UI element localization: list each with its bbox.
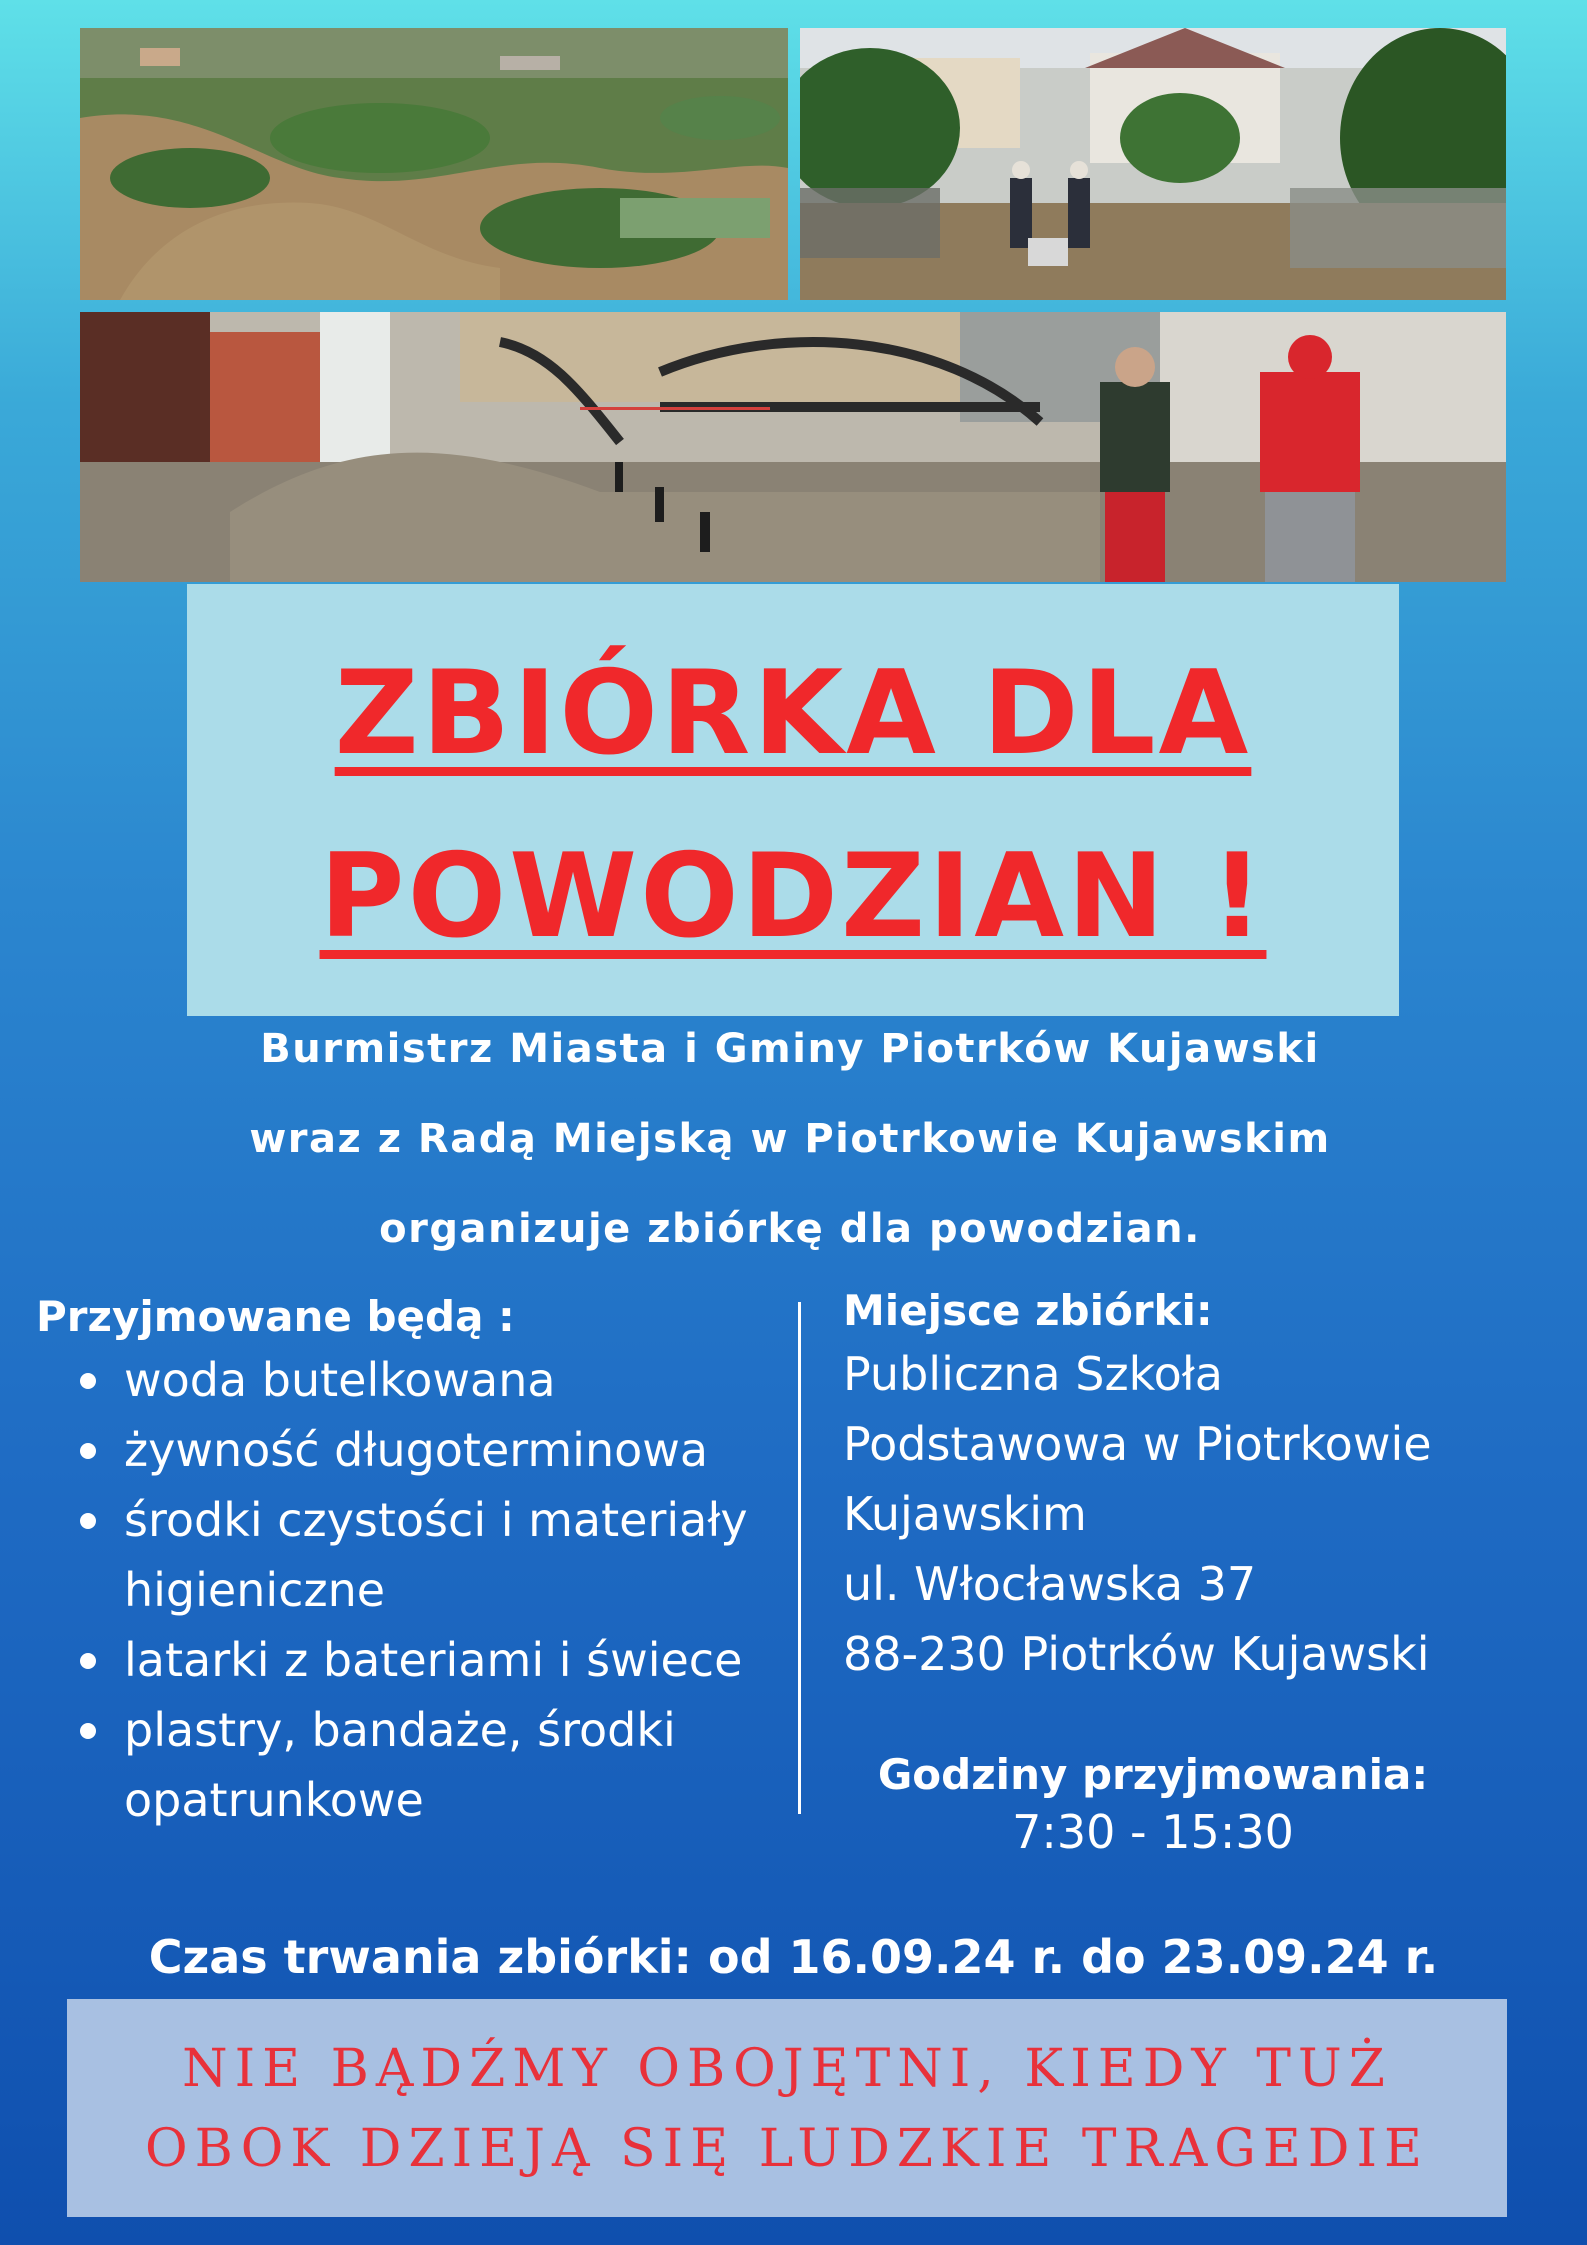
- organizer-line-2: wraz z Radą Miejską w Piotrkowie Kujawskim: [249, 1116, 1331, 1162]
- headline-line-1: [187, 646, 1399, 781]
- list-item: [36, 1415, 796, 1485]
- title-panel: [187, 584, 1399, 1016]
- flood-aerial-photo: [80, 28, 788, 300]
- location-line: Publiczna Szkoła: [843, 1347, 1223, 1401]
- footer-panel: [67, 1999, 1507, 2217]
- flooded-bridge-image: [80, 312, 1506, 582]
- bullet-icon: [80, 1653, 96, 1669]
- list-item-text: środki czystości i materiały: [124, 1493, 748, 1547]
- organizer-line-3: organizuje zbiórkę dla powodzian.: [379, 1206, 1201, 1252]
- accepted-items-section: [36, 1292, 796, 1835]
- list-item-continuation: [36, 1555, 796, 1625]
- footer-slogan-line-1: NIE BĄDŹMY OBOJĘTNI, KIEDY TUŻ: [182, 2039, 1392, 2099]
- location-line: ul. Włocławska 37: [843, 1557, 1257, 1611]
- headline-text-1: ZBIÓRKA DLA: [334, 646, 1252, 781]
- list-item-text: latarki z bateriami i świece: [124, 1633, 743, 1687]
- flooded-street-image: [800, 28, 1506, 300]
- headline-text-2: POWODZIAN !: [319, 829, 1267, 964]
- list-item: [36, 1695, 796, 1765]
- list-item-text: żywność długoterminowa: [124, 1423, 709, 1477]
- headline-line-2: [187, 829, 1399, 964]
- location-heading: Miejsce zbiórki:: [843, 1286, 1213, 1335]
- list-item: [36, 1485, 796, 1555]
- location-section: [843, 1286, 1543, 1689]
- location-line: 88-230 Piotrków Kujawski: [843, 1627, 1430, 1681]
- list-item-text: woda butelkowana: [124, 1353, 556, 1407]
- hours-section: [843, 1750, 1463, 1865]
- footer-slogan-line-2: OBOK DZIEJĄ SIĘ LUDZKIE TRAGEDIE: [144, 2119, 1429, 2179]
- list-item: [36, 1345, 796, 1415]
- hours-value: 7:30 - 15:30: [1012, 1805, 1294, 1859]
- collection-duration: Czas trwania zbiórki: od 16.09.24 r. do 23.09.24 r.: [148, 1930, 1439, 1984]
- accepted-items-list: [36, 1345, 796, 1835]
- flood-aerial-image: [80, 28, 788, 300]
- hours-heading: Godziny przyjmowania:: [877, 1750, 1429, 1799]
- location-line: Kujawskim: [843, 1487, 1087, 1541]
- flooded-street-photo: [800, 28, 1506, 300]
- list-item-text: opatrunkowe: [124, 1773, 424, 1827]
- list-item-text: plastry, bandaże, środki: [124, 1703, 676, 1757]
- column-divider: [798, 1302, 801, 1814]
- list-item-text: higieniczne: [124, 1563, 386, 1617]
- flooded-bridge-photo: [80, 312, 1506, 582]
- list-item-continuation: [36, 1765, 796, 1835]
- bullet-icon: [80, 1373, 96, 1389]
- location-line: Podstawowa w Piotrkowie: [843, 1417, 1432, 1471]
- list-item: [36, 1625, 796, 1695]
- bullet-icon: [80, 1513, 96, 1529]
- bullet-icon: [80, 1443, 96, 1459]
- organizer-line-1: Burmistrz Miasta i Gminy Piotrków Kujawski: [260, 1026, 1320, 1072]
- accepted-items-heading: Przyjmowane będą :: [36, 1292, 515, 1341]
- bullet-icon: [80, 1723, 96, 1739]
